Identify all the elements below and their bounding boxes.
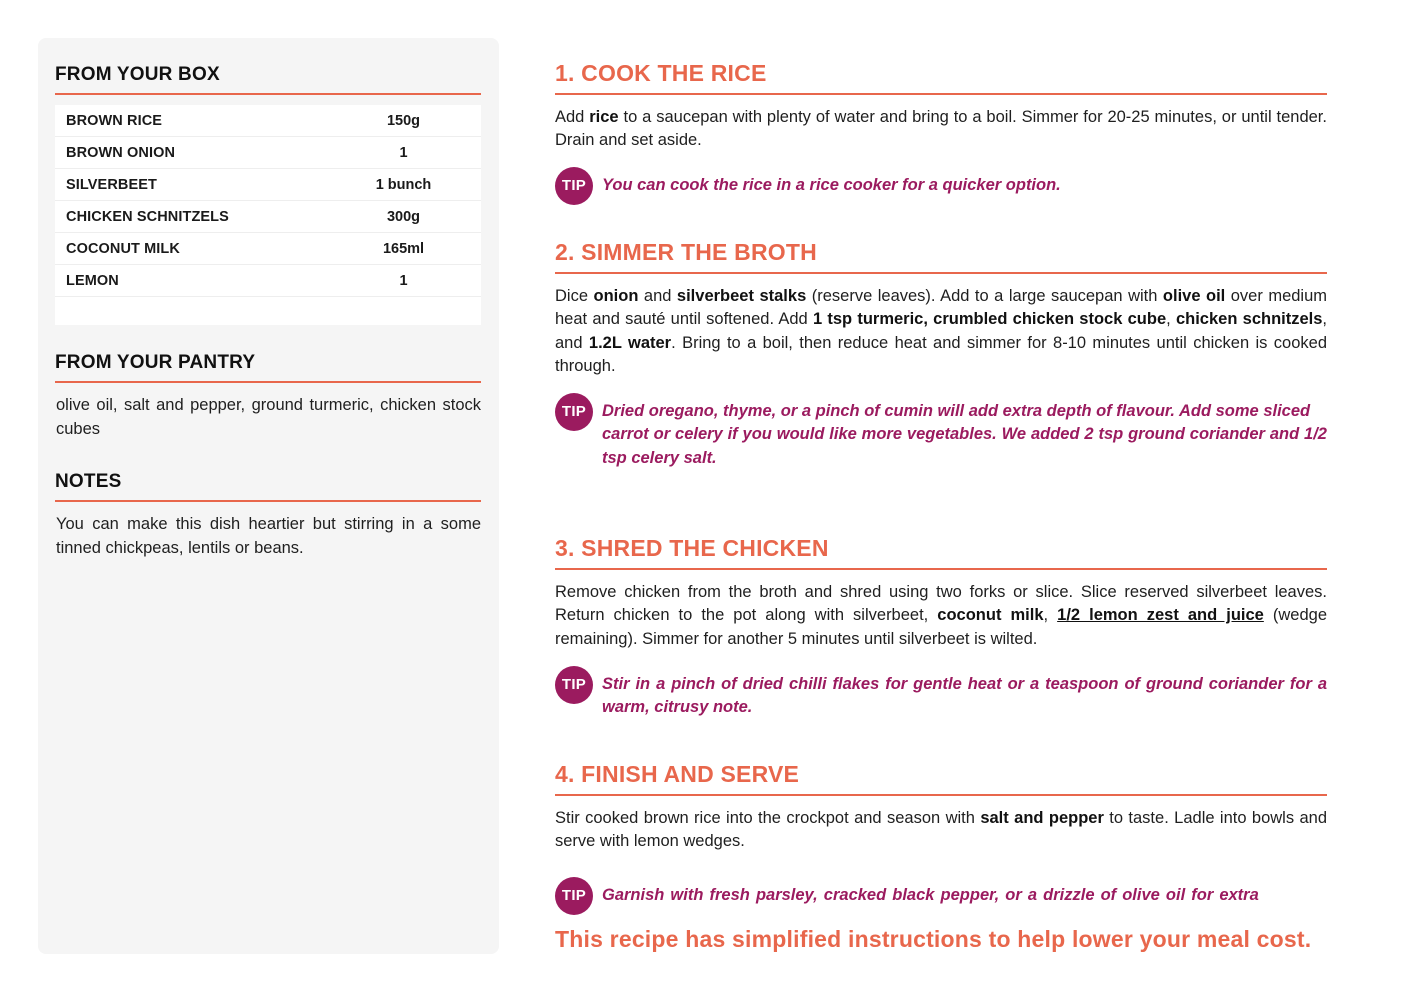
step-instructions bbox=[555, 106, 1327, 153]
ingredient-name: BROWN RICE bbox=[66, 112, 163, 129]
instruction-text: (wedge remaining). Simmer for another 5 minutes until silverbeet is wilted. bbox=[555, 606, 1327, 648]
bold-ingredient: onion bbox=[593, 287, 639, 305]
tip-text: Garnish with fresh parsley, cracked black pepper, or a drizzle of olive oil for extra bbox=[602, 886, 1259, 904]
notes-heading: NOTES bbox=[55, 471, 481, 502]
step-finish-and-serve bbox=[555, 761, 1327, 854]
table-row bbox=[55, 169, 481, 201]
from-your-box-heading: FROM YOUR BOX bbox=[55, 64, 481, 95]
instruction-text: over medium heat and sauté until softened. Add bbox=[555, 287, 1328, 329]
step-simmer-the-broth bbox=[555, 239, 1327, 378]
tip-cook-the-rice bbox=[555, 167, 1327, 197]
instruction-text: and bbox=[638, 287, 677, 305]
step-cook-the-rice bbox=[555, 60, 1327, 153]
tip-finish-and-serve bbox=[555, 877, 1327, 907]
bold-ingredient: olive oil bbox=[1162, 287, 1226, 305]
pantry-items-text: olive oil, salt and pepper, ground turmeric, chicken stock cubes bbox=[56, 396, 481, 438]
ingredient-name: LEMON bbox=[66, 272, 119, 289]
bold-ingredient: silverbeet stalks bbox=[676, 287, 807, 305]
ingredient-quantity: 1 bbox=[399, 272, 408, 289]
tip-badge: TIP bbox=[555, 877, 593, 915]
underlined-ingredient: 1/2 lemon zest and juice bbox=[1057, 606, 1264, 625]
instruction-text: (reserve leaves). Add to a large saucepan with bbox=[806, 287, 1163, 305]
tip-text bbox=[555, 393, 1327, 470]
tip-text-continued: carrot or celery if you would like more vegetables. We added 2 tsp ground coriander and 1/2 tsp celery salt. bbox=[602, 425, 1327, 467]
instruction-text: to a saucepan with plenty of water and bring to a boil. Simmer for 20-25 minutes, or until tender. Drain and set aside. bbox=[555, 108, 1327, 150]
table-row bbox=[55, 105, 481, 137]
step-shred-the-chicken bbox=[555, 535, 1327, 651]
tip-text: You can cook the rice in a rice cooker for a quicker option. bbox=[602, 176, 1061, 194]
tip-text-first: Dried oregano, thyme, or a pinch of cumin will add extra depth of flavour. Add some sliced bbox=[602, 402, 1311, 420]
instruction-text: Stir cooked brown rice into the crockpot and season with bbox=[555, 809, 981, 827]
instruction-text: to taste. Ladle into bowls and serve with lemon wedges. bbox=[555, 809, 1328, 851]
step-instructions bbox=[555, 807, 1327, 854]
bold-ingredient: coconut milk bbox=[937, 606, 1044, 625]
bold-ingredient: 1 tsp turmeric, crumbled chicken stock cube bbox=[812, 310, 1167, 329]
step-instructions bbox=[555, 581, 1327, 651]
instruction-text: Add bbox=[555, 108, 590, 126]
simplified-instructions-note: This recipe has simplified instructions to help lower your meal cost. bbox=[555, 926, 1312, 952]
bold-ingredient: rice bbox=[589, 108, 619, 126]
ingredient-quantity: 300g bbox=[386, 208, 421, 225]
ingredient-name: CHICKEN SCHNITZELS bbox=[66, 208, 229, 225]
table-row bbox=[55, 201, 481, 233]
tip-badge: TIP bbox=[555, 393, 593, 431]
tip-text: Stir in a pinch of dried chilli flakes for gentle heat or a teaspoon of ground coriander for a warm, citrusy note. bbox=[602, 675, 1327, 717]
bold-ingredient: 1.2L water bbox=[588, 333, 672, 352]
instruction-text: . Bring to a boil, then reduce heat and simmer for 8-10 minutes until chicken is cooked through. bbox=[555, 333, 1327, 375]
step-title: 3. SHRED THE CHICKEN bbox=[555, 535, 1327, 570]
instruction-text: Dice bbox=[555, 287, 594, 305]
tip-simmer-the-broth bbox=[555, 393, 1327, 470]
ingredient-quantity: 165ml bbox=[382, 240, 425, 257]
instruction-text: , and bbox=[555, 310, 1328, 352]
ingredient-quantity: 1 bbox=[399, 144, 408, 161]
ingredient-quantity: 150g bbox=[386, 112, 421, 129]
bold-ingredient: chicken schnitzels bbox=[1175, 310, 1323, 329]
table-row bbox=[55, 233, 481, 265]
ingredient-name: SILVERBEET bbox=[66, 176, 157, 193]
from-your-pantry-heading: FROM YOUR PANTRY bbox=[55, 352, 481, 383]
table-row bbox=[55, 137, 481, 169]
step-title: 1. COOK THE RICE bbox=[555, 60, 1327, 95]
box-ingredients-table bbox=[55, 105, 481, 325]
tip-shred-the-chicken bbox=[555, 666, 1327, 720]
ingredient-quantity: 1 bunch bbox=[375, 176, 432, 193]
ingredient-name: COCONUT MILK bbox=[66, 240, 180, 257]
bold-ingredient: salt and pepper bbox=[980, 809, 1104, 827]
ingredient-name: BROWN ONION bbox=[66, 144, 176, 161]
instruction-text: , bbox=[1043, 606, 1058, 625]
table-row bbox=[55, 265, 481, 297]
step-title: 4. FINISH AND SERVE bbox=[555, 761, 1327, 796]
tip-badge: TIP bbox=[555, 666, 593, 704]
step-title: 2. SIMMER THE BROTH bbox=[555, 239, 1327, 274]
tip-badge: TIP bbox=[555, 167, 593, 205]
instruction-text: Remove chicken from the broth and shred using two forks or slice. Slice reserved silverbeet leaves. Return chicken to the pot along with silverbeet, bbox=[555, 583, 1327, 625]
notes-text: You can make this dish heartier but stirring in a some tinned chickpeas, lentils or beans. bbox=[56, 515, 481, 557]
ingredients-panel bbox=[38, 38, 499, 954]
instruction-text: , bbox=[1166, 310, 1176, 329]
step-instructions bbox=[555, 285, 1327, 378]
